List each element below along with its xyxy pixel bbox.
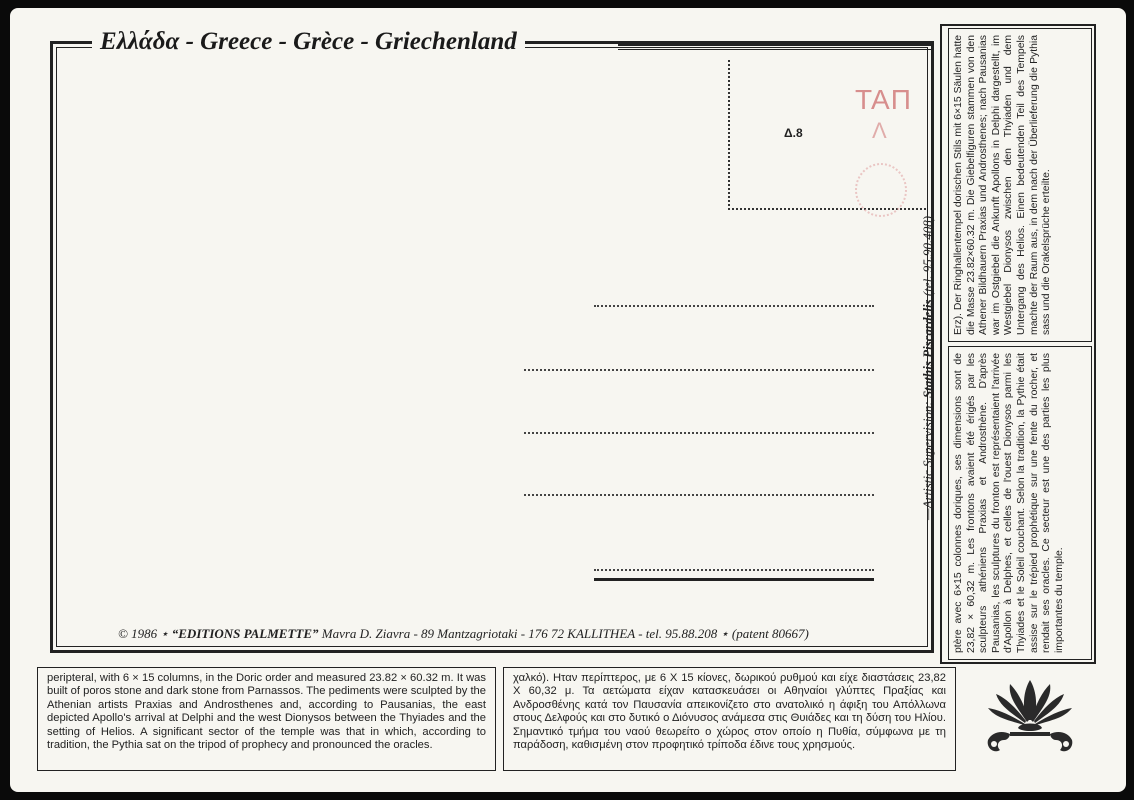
palmette-icon <box>980 676 1080 760</box>
artistic-name: Stathis Piscardelis <box>920 299 935 398</box>
address-line <box>524 369 874 371</box>
copyright-line <box>114 626 813 642</box>
artistic-label: Artistic Supervision: <box>920 401 935 509</box>
postmark-sub: Λ <box>872 118 887 143</box>
publisher-name: “EDITIONS PALMETTE” <box>171 626 319 641</box>
french-text: ptère avec 6×15 colonnes doriques, ses dimensions sont de 23,82 × 60,32 m. Les frontons avaient été érigés par les sculpteurs athéniens Praxias et Androsthène. D'après Pausanias, les sculptures du fronton est représentaient l'arrivée d'Apollon à Delphes, et celles de l'ouest Dionysos parmi les Thyiades et le Soleil couchant. Selon la tradition, la Pythie était assise sur le trépied prophétique sur une fente du rocher, et rendait ses oracles. Ce secteur est une des parties les plus importantes du temple. <box>953 353 1065 653</box>
artistic-tel: (tel. 95.90.408) <box>920 215 935 297</box>
address-line-final <box>594 578 874 581</box>
card-title: Ελλάδα - Greece - Grèce - Griechenland <box>92 28 525 56</box>
greek-text-box: χαλκό). Ηταν περίπτερος, με 6 Χ 15 κίονες, δωρικού ρυθμού και είχε διαστάσεις 23,82 Χ 60,32 μ. Τα αετώματα είχαν κατασκευάσει οι Αθηναίοι γλύπτες Πραξίας και Ανδροσθένης κατά τον Παυσανία απεικονίζετο στο ανατολικό η άφιξη του Απόλλωνα στους Δελφούς και στο δυτικό ο Διόνυσος ανάμεσα στις Θυιάδες και τη δύση του Ηλίου. Σημαντικό τμήμα του ναού θεωρείτο ο χώρος στον οποίο η Πυθία, σύμφωνα με τη παράδοση, καθισμένη στον προφητικό τρίποδα έδινε τους χρησμούς. <box>503 667 956 771</box>
german-text: Erz). Der Ringhallentempel dorischen Stils mit 6×15 Säulen hatte die Masse 23.82×60.32 m. Die Giebelfiguren stammen von den Athener Bildhauern Praxias und Androsthenes; nach Pausanias war im Ostgiebel die Ankunft Apollons in Delphi dargestellt, im Westgiebel Dionysos zwischen den Thyiaden und dem Untergang des Helios. Einen bedeutenden Teil des Tempels machte der Raum aus, in dem nach der Überlieferung die Pythia sass und die Orakelsprüche erteilte. <box>953 35 1053 335</box>
english-text-box: peripteral, with 6 × 15 columns, in the Doric order and measured 23.82 × 60.32 m. It was built of poros stone and dark stone from Parnassos. The pediments were sculpted by the Athenian artists Praxias and Androsthenes and, according to Pausanias, the east depicted Apollo's arrival at Delphi and the west Dionysos between the Thyiades and the setting of Helios. A significant sector of the temple was that in which, according to tradition, the Pythia sat on the tripod of prophecy and pronounced the oracles. <box>37 667 496 771</box>
copyright-prefix: © 1986 ⋆ <box>118 626 172 641</box>
postmark-ring <box>855 163 907 217</box>
address-line <box>594 569 874 571</box>
artistic-supervision-credit: —Artistic Supervision: Stathis Piscardelis (tel. 95.90.408) <box>920 215 935 521</box>
copyright-rest: Mavra D. Ziavra - 89 Mantzagriotaki - 176 72 KALLITHEA - tel. 95.88.208 ⋆ (patent 80667) <box>318 626 809 641</box>
address-line <box>594 305 874 307</box>
address-line <box>524 432 874 434</box>
postmark-text: ΤΑΠ <box>855 84 912 115</box>
stamp-code: Δ.8 <box>784 126 803 140</box>
title-rule <box>618 43 934 53</box>
address-line <box>524 494 874 496</box>
